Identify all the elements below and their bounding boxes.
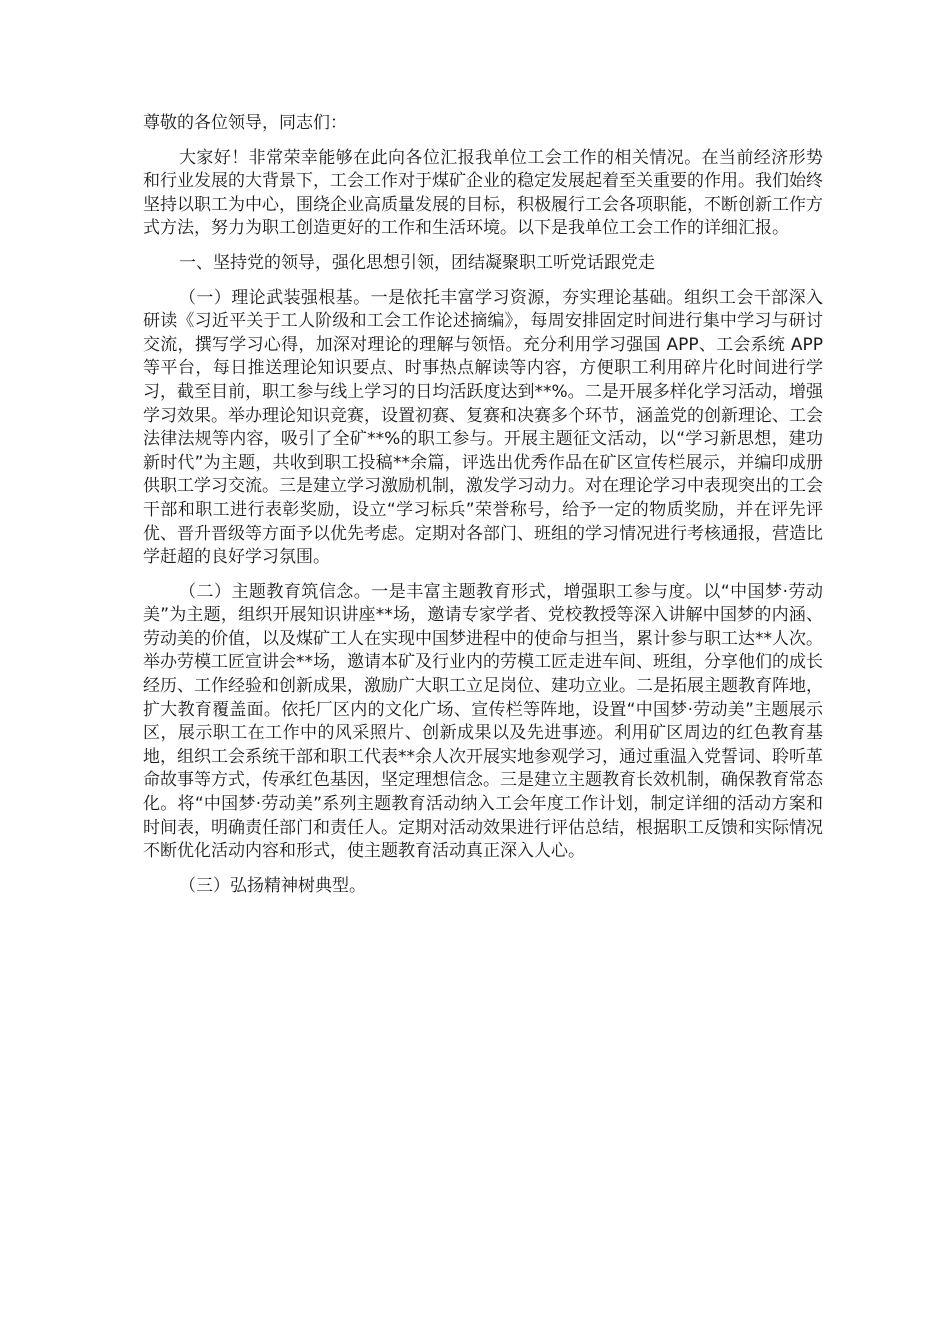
section-1-heading: 一、坚持党的领导，强化思想引领，团结凝聚职工听党话跟党走 [179, 252, 655, 273]
section-1-part-1-paragraph: （一）理论武装强根基。一是依托丰富学习资源，夯实理论基础。组织工会干部深入研读《习近平关于工人阶级和工会工作论述摘编》，每周安排固定时间进行集中学习与研讨交流，撰写学习心得，加深对理论的理解与领悟。充分利用学习强国 APP、工会系统 APP 等平台，每日推送理论知识要点、时事热点解读等内容，方便职工利用碎片化时间进行学习，截至目前，职工参与线上学习的日均活跃度达到**%。二是开展多样化学习活动，增强学习效果。举办理论知识竞赛，设置初赛、复赛和决赛多个环节，涵盖党的创新理论、工会法律法规等内容，吸引了全矿**%的职工参与。开展主题征文活动，以“学习新思想，建功新时代”为主题，共收到职工投稿**余篇，评选出优秀作品在矿区宣传栏展示，并编印成册供职工学习交流。三是建立学习激励机制，激发学习动力。对在理论学习中表现突出的工会干部和职工进行表彰奖励，设立“学习标兵”荣誉称号，给予一定的物质奖励，并在评先评优、晋升晋级等方面予以优先考虑。定期对各部门、班组的学习情况进行考核通报，营造比学赶超的良好学习氛围。 [143, 287, 823, 568]
intro-paragraph: 大家好！非常荣幸能够在此向各位汇报我单位工会工作的相关情况。在当前经济形势和行业发展的大背景下，工会工作对于煤矿企业的稳定发展起着至关重要的作用。我们始终坚持以职工为中心，围绕企业高质量发展的目标，积极履行工会各项职能，不断创新工作方式方法，努力为职工创造更好的工作和生活环境。以下是我单位工会工作的详细汇报。 [143, 147, 823, 239]
document-body [143, 112, 823, 898]
salutation: 尊敬的各位领导，同志们： [143, 113, 347, 133]
section-1-part-3-heading: （三）弘扬精神树典型。 [179, 875, 366, 896]
section-1-part-2-paragraph: （二）主题教育筑信念。一是丰富主题教育形式，增强职工参与度。以“中国梦·劳动美”为主题，组织开展知识讲座**场，邀请专家学者、党校教授等深入讲解中国梦的内涵、劳动美的价值，以及煤矿工人在实现中国梦进程中的使命与担当，累计参与职工达**人次。举办劳模工匠宣讲会**场，邀请本矿及行业内的劳模工匠走进车间、班组，分享他们的成长经历、工作经验和创新成果，激励广大职工立足岗位、建功立业。二是拓展主题教育阵地，扩大教育覆盖面。依托厂区内的文化广场、宣传栏等阵地，设置“中国梦·劳动美”主题展示区，展示职工在工作中的风采照片、创新成果以及先进事迹。利用矿区周边的红色教育基地，组织工会系统干部和职工代表**余人次开展实地参观学习，通过重温入党誓词、聆听革命故事等方式，传承红色基因，坚定理想信念。三是建立主题教育长效机制，确保教育常态化。将“中国梦·劳动美”系列主题教育活动纳入工会年度工作计划，制定详细的活动方案和时间表，明确责任部门和责任人。定期对活动效果进行评估总结，根据职工反馈和实际情况不断优化活动内容和形式，使主题教育活动真正深入人心。 [143, 581, 823, 862]
